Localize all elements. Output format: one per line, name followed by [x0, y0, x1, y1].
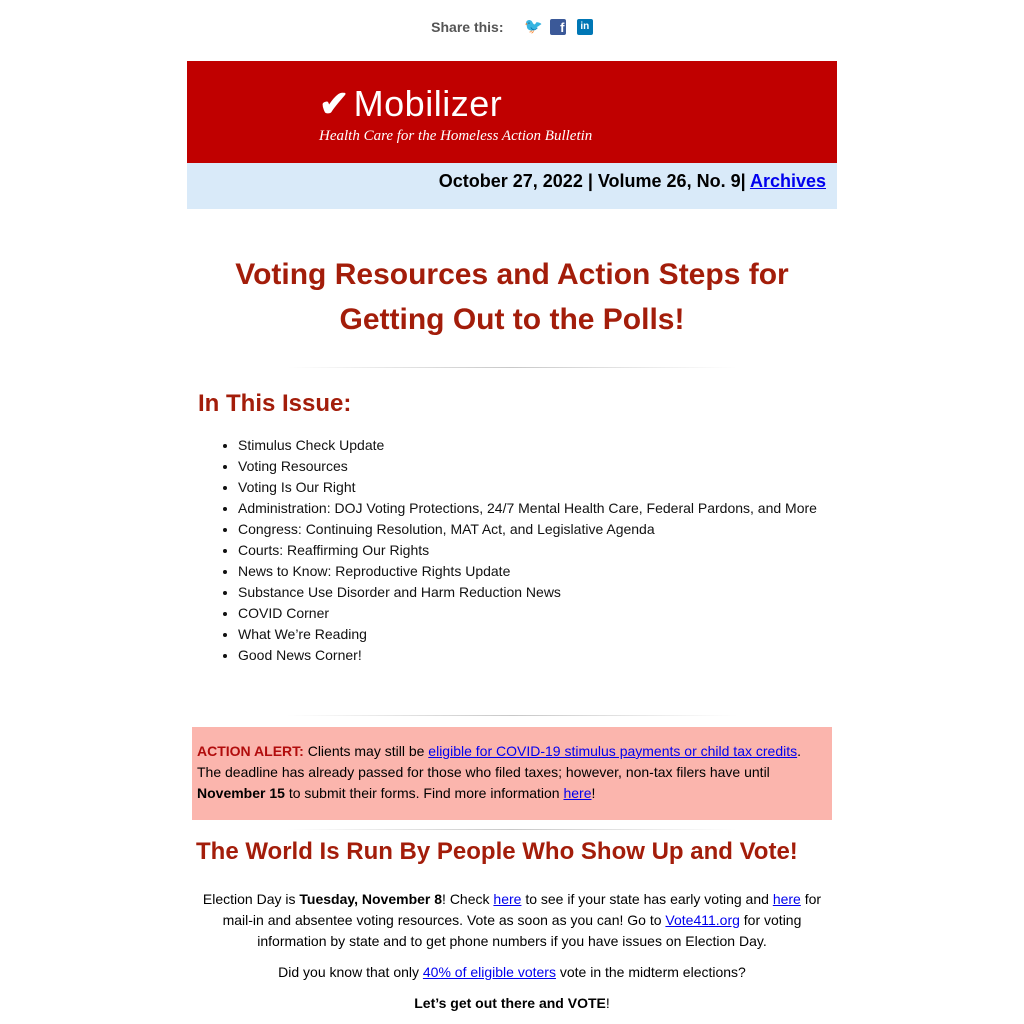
midterm-paragraph [192, 962, 832, 983]
paragraph-text: Election Day is [202, 891, 300, 907]
brand-name: Mobilizer [353, 83, 503, 124]
share-bar [0, 18, 1024, 36]
archives-link[interactable]: Archives [749, 171, 826, 191]
paragraph-text: to see if your state has early voting and [521, 891, 773, 907]
vote411-link[interactable]: Vote411.org [665, 912, 740, 928]
paragraph-text: for voting information by state and to get phone numbers if you have issues on Election Day. [257, 912, 802, 949]
share-label: Share this: [431, 19, 504, 35]
alert-text: Clients may still be [303, 743, 429, 759]
list-item: • Good News Corner! [238, 645, 858, 666]
divider [287, 367, 737, 368]
more-info-link[interactable]: here [563, 785, 592, 801]
issue-date-volume: October 27, 2022 | Volume 26, No. 9| [438, 171, 750, 191]
early-voting-link[interactable]: here [493, 891, 522, 907]
list-item: • COVID Corner [238, 603, 858, 624]
action-alert [192, 727, 832, 820]
eligible-voters-link[interactable]: 40% of eligible voters [422, 964, 556, 980]
brand-logo [319, 83, 502, 125]
paragraph-text: vote in the midterm elections? [555, 964, 746, 980]
share-icons [518, 18, 593, 36]
issue-heading: In This Issue: [198, 390, 352, 417]
alert-deadline: November 15 [197, 785, 285, 801]
dateline-bar [187, 163, 837, 209]
cta-text: Let’s get out there and VOTE [414, 995, 606, 1011]
alert-text: ! [591, 785, 596, 801]
election-day-paragraph [192, 889, 832, 952]
list-item: • Stimulus Check Update [238, 435, 858, 456]
list-item: • News to Know: Reproductive Rights Update [238, 561, 858, 582]
page-title: Voting Resources and Action Steps for Getting Out to the Polls! [235, 258, 789, 336]
issue-dateline [439, 171, 826, 192]
list-item: • Substance Use Disorder and Harm Reduction News [238, 582, 858, 603]
list-item: • Voting Is Our Right [238, 477, 858, 498]
list-item: • Voting Resources [238, 456, 858, 477]
call-to-action [192, 993, 832, 1014]
linkedin-icon[interactable]: in [577, 19, 593, 35]
list-item: • Congress: Continuing Resolution, MAT Act, and Legislative Agenda [238, 519, 858, 540]
paragraph-text: ! [605, 995, 610, 1011]
divider [287, 829, 737, 830]
paragraph-text: ! Check [442, 891, 494, 907]
paragraph-text: for mail-in and absentee voting resources. Vote as soon as you can! Go to [222, 891, 822, 928]
section-heading: The World Is Run By People Who Show Up and Vote! [196, 838, 798, 865]
list-item: • Administration: DOJ Voting Protections, 24/7 Mental Health Care, Federal Pardons, and More [238, 498, 858, 519]
paragraph-text: Did you know that only [278, 964, 423, 980]
stimulus-eligibility-link[interactable]: eligible for COVID-19 stimulus payments or child tax credits [428, 743, 798, 759]
alert-text: . The deadline has already passed for those who filed taxes; however, non-tax filers have until [197, 743, 801, 780]
checkmark-icon: ✔ [319, 83, 350, 124]
twitter-icon[interactable]: 🐦 [523, 17, 543, 35]
brand-tagline: Health Care for the Homeless Action Bulletin [319, 128, 593, 144]
issue-list [198, 435, 858, 666]
facebook-icon[interactable]: f [550, 19, 566, 35]
list-item: • Courts: Reaffirming Our Rights [238, 540, 858, 561]
mail-in-voting-link[interactable]: here [772, 891, 801, 907]
list-item: • What We’re Reading [238, 624, 858, 645]
alert-label: ACTION ALERT: [197, 743, 304, 759]
divider [287, 715, 737, 716]
masthead-banner [187, 61, 837, 163]
election-date: Tuesday, November 8 [299, 891, 443, 907]
alert-text: to submit their forms. Find more information [284, 785, 564, 801]
